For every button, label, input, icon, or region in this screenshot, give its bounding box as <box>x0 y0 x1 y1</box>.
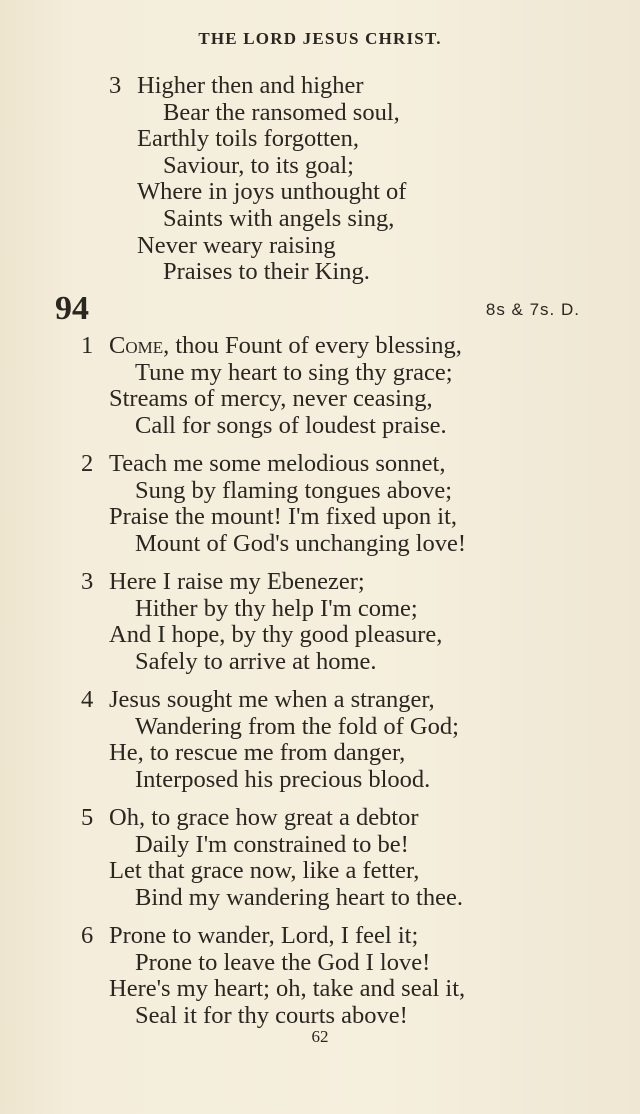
stanza-2 <box>81 451 466 557</box>
first-word: Come, <box>109 332 170 359</box>
stanza-4 <box>81 687 459 793</box>
stanza-number: 6 <box>81 922 94 949</box>
verse-line: Earthly toils forgotten, <box>137 125 360 153</box>
verse-line: Here's my heart; oh, take and seal it, <box>109 975 466 1003</box>
verse-line: 3 Higher then and higher <box>109 72 364 99</box>
verse-line: Where in joys unthought of <box>137 178 407 206</box>
page-number: 62 <box>311 1027 329 1046</box>
stanza-number: 3 <box>81 568 94 595</box>
verse-line: Mount of God's unchanging love! <box>135 529 467 557</box>
verse-line: Tune my heart to sing thy grace; <box>135 358 453 386</box>
verse-line: Prone to leave the God I love! <box>135 948 431 976</box>
stanza-number: 2 <box>81 450 94 477</box>
verse-line: Praise the mount! I'm fixed upon it, <box>109 503 458 531</box>
verse-line: Never weary raising <box>137 231 336 259</box>
verse-line: Saints with angels sing, <box>163 204 395 232</box>
stanza-number: 1 <box>81 332 94 359</box>
stanza-6 <box>81 923 465 1029</box>
verse-line: Seal it for thy courts above! <box>135 1001 408 1029</box>
verse-line: He, to rescue me from danger, <box>109 739 406 767</box>
stanza-number: 4 <box>81 686 94 713</box>
verse-line: 2 Teach me some melodious sonnet, <box>81 450 446 477</box>
verse-line: Daily I'm constrained to be! <box>135 830 409 858</box>
verse-line: Saviour, to its goal; <box>163 151 354 179</box>
verse-line: Call for songs of loudest praise. <box>135 411 447 439</box>
verse-line: Sung by flaming tongues above; <box>135 476 453 504</box>
stanza-number: 3 <box>109 72 122 99</box>
hymn-meter: 8s & 7s. D. <box>485 300 580 319</box>
prev-hymn-stanza <box>109 73 406 286</box>
stanza-5 <box>81 805 463 911</box>
verse-line: Wandering from the fold of God; <box>135 712 459 740</box>
verse-line: Safely to arrive at home. <box>135 647 377 675</box>
verse-line: 1 Come, thou Fount of every blessing, <box>81 332 462 359</box>
verse-line: 3 Here I raise my Ebenezer; <box>81 568 365 595</box>
verse-line: Hither by thy help I'm come; <box>135 594 418 622</box>
running-head: THE LORD JESUS CHRIST. <box>198 29 442 48</box>
stanza-3 <box>81 569 442 675</box>
verse-line: 6 Prone to wander, Lord, I feel it; <box>81 922 419 949</box>
verse-line: 5 Oh, to grace how great a debtor <box>81 804 419 831</box>
verse-line: Bear the ransomed soul, <box>163 98 400 126</box>
verse-line: 4 Jesus sought me when a stranger, <box>81 686 435 713</box>
verse-line: Let that grace now, like a fetter, <box>109 857 420 885</box>
verse-line: Streams of mercy, never ceasing, <box>109 385 433 413</box>
verse-line: And I hope, by thy good pleasure, <box>109 621 443 649</box>
verse-line: Praises to their King. <box>163 258 370 286</box>
hymn-number: 94 <box>55 290 89 327</box>
stanza-number: 5 <box>81 804 94 831</box>
stanza-1 <box>81 333 462 439</box>
verse-line: Bind my wandering heart to thee. <box>135 883 463 911</box>
verse-line: Interposed his precious blood. <box>135 765 431 793</box>
